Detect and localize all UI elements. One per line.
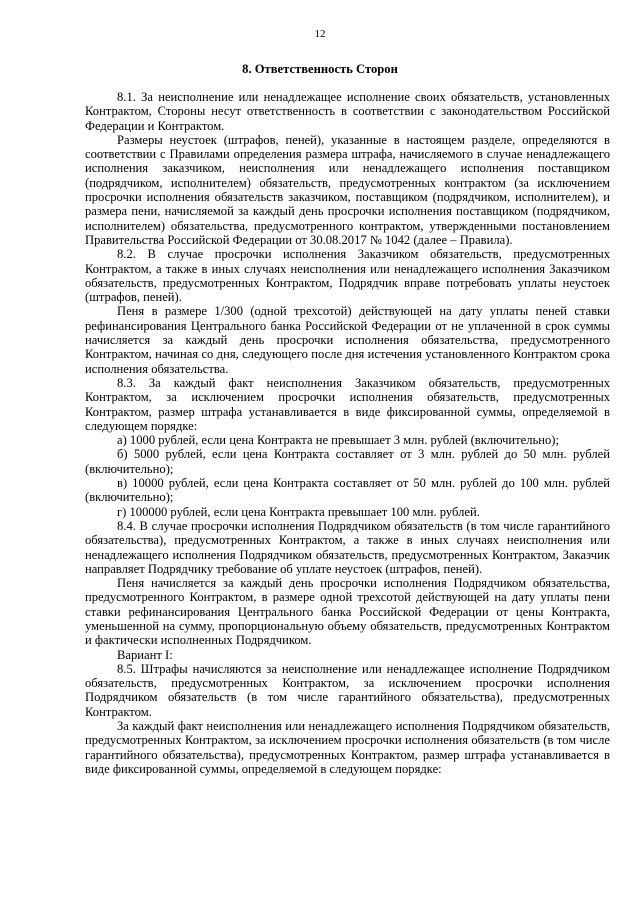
paragraph-8-5: 8.5. Штрафы начисляются за неисполнение или ненадлежащее исполнение Подрядчиком обязательств, предусмотренных Контрактом, за исключением просрочки исполнения Подрядчиком обязательств (в том числе гарантийного обязательства), предусмотренных Контрактом. (85, 661, 610, 719)
paragraph-8-1: 8.1. За неисполнение или ненадлежащее исполнение своих обязательств, установленных Контрактом, Стороны несут ответственность в соответствии с законодательством Российской Федерации и Контрактом. (85, 90, 610, 133)
paragraph-customer-penalty: Пеня в размере 1/300 (одной трехсотой) действующей на дату уплаты пеней ставки рефинансирования Центрального банка Российской Федерации от не уплаченной в срок суммы начисляется за каждый день просрочки исполнения обязательства, предусмотренного Контрактом, начиная со дня, следующего после дня истечения установленного Контрактом срока исполнения обязательства. (85, 304, 610, 376)
variant-label: Вариант I: (117, 647, 173, 662)
paragraph-8-4: 8.4. В случае просрочки исполнения Подрядчиком обязательств (в том числе гарантийного обязательства), предусмотренных Контрактом, а также в иных случаях неисполнения или ненадлежащего исполнения Подрядчиком обязательств, предусмотренных Контрактом, Заказчик направляет Подрядчику требование об уплате неустоек (штрафов, пеней). (85, 518, 610, 576)
section-title: 8. Ответственность Сторон (242, 62, 398, 76)
paragraph-penalty-rules: Размеры неустоек (штрафов, пеней), указанные в настоящем разделе, определяются в соответствии с Правилами определения размера штрафа, начисляемого в случае ненадлежащего исполнения заказчиком, неисполнения или ненадлежащего исполнения поставщиком (подрядчиком, исполнителем) обязательств, предусмотренных контрактом (за исключением просрочки исполнения обязательств заказчиком, поставщиком (подрядчиком, исполнителем), и размера пени, начисляемой за каждый день просрочки исполнения поставщиком (подрядчиком, исполнителем) обязательства, предусмотренного контрактом, утвержденными постановлением Правительства Российской Федерации от 30.08.2017 № 1042 (далее – Правила). (85, 132, 610, 247)
list-item-v: в) 10000 рублей, если цена Контракта составляет от 50 млн. рублей до 100 млн. рублей (включительно); (85, 476, 610, 505)
page-number: 12 (314, 28, 326, 40)
section-body (85, 90, 610, 776)
paragraph-fine-fixed-sum: За каждый факт неисполнения или ненадлежащего исполнения Подрядчиком обязательств, предусмотренных Контрактом, за исключением просрочки исполнения обязательств (в том числе гарантийного обязательства), предусмотренных Контрактом, размер штрафа устанавливается в виде фиксированной суммы, определяемой в следующем порядке: (85, 719, 610, 776)
list-item-b: б) 5000 рублей, если цена Контракта составляет от 3 млн. рублей до 50 млн. рублей (включительно); (85, 447, 610, 476)
paragraph-8-2: 8.2. В случае просрочки исполнения Заказчиком обязательств, предусмотренных Контрактом, а также в иных случаях неисполнения или ненадлежащего исполнения Заказчиком обязательств, предусмотренных Контрактом, Подрядчик вправе потребовать уплаты неустоек (штрафов, пеней). (85, 247, 610, 305)
list-item-a: а) 1000 рублей, если цена Контракта не превышает 3 млн. рублей (включительно); (117, 433, 559, 448)
list-item-g: г) 100000 рублей, если цена Контракта превышает 100 млн. рублей. (117, 504, 480, 519)
paragraph-8-3: 8.3. За каждый факт неисполнения Заказчиком обязательств, предусмотренных Контрактом, за исключением просрочки исполнения обязательств, предусмотренных Контрактом, размер штрафа устанавливается в виде фиксированной суммы, определяемой в следующем порядке: (85, 375, 610, 433)
paragraph-contractor-penalty: Пеня начисляется за каждый день просрочки исполнения Подрядчиком обязательства, предусмотренного Контрактом, в размере одной трехсотой действующей на дату уплаты пени ставки рефинансирования Центрального банка Российской Федерации от цены Контракта, уменьшенной на сумму, пропорциональную объему обязательств, предусмотренных Контрактом и фактически исполненных Подрядчиком. (85, 576, 610, 648)
